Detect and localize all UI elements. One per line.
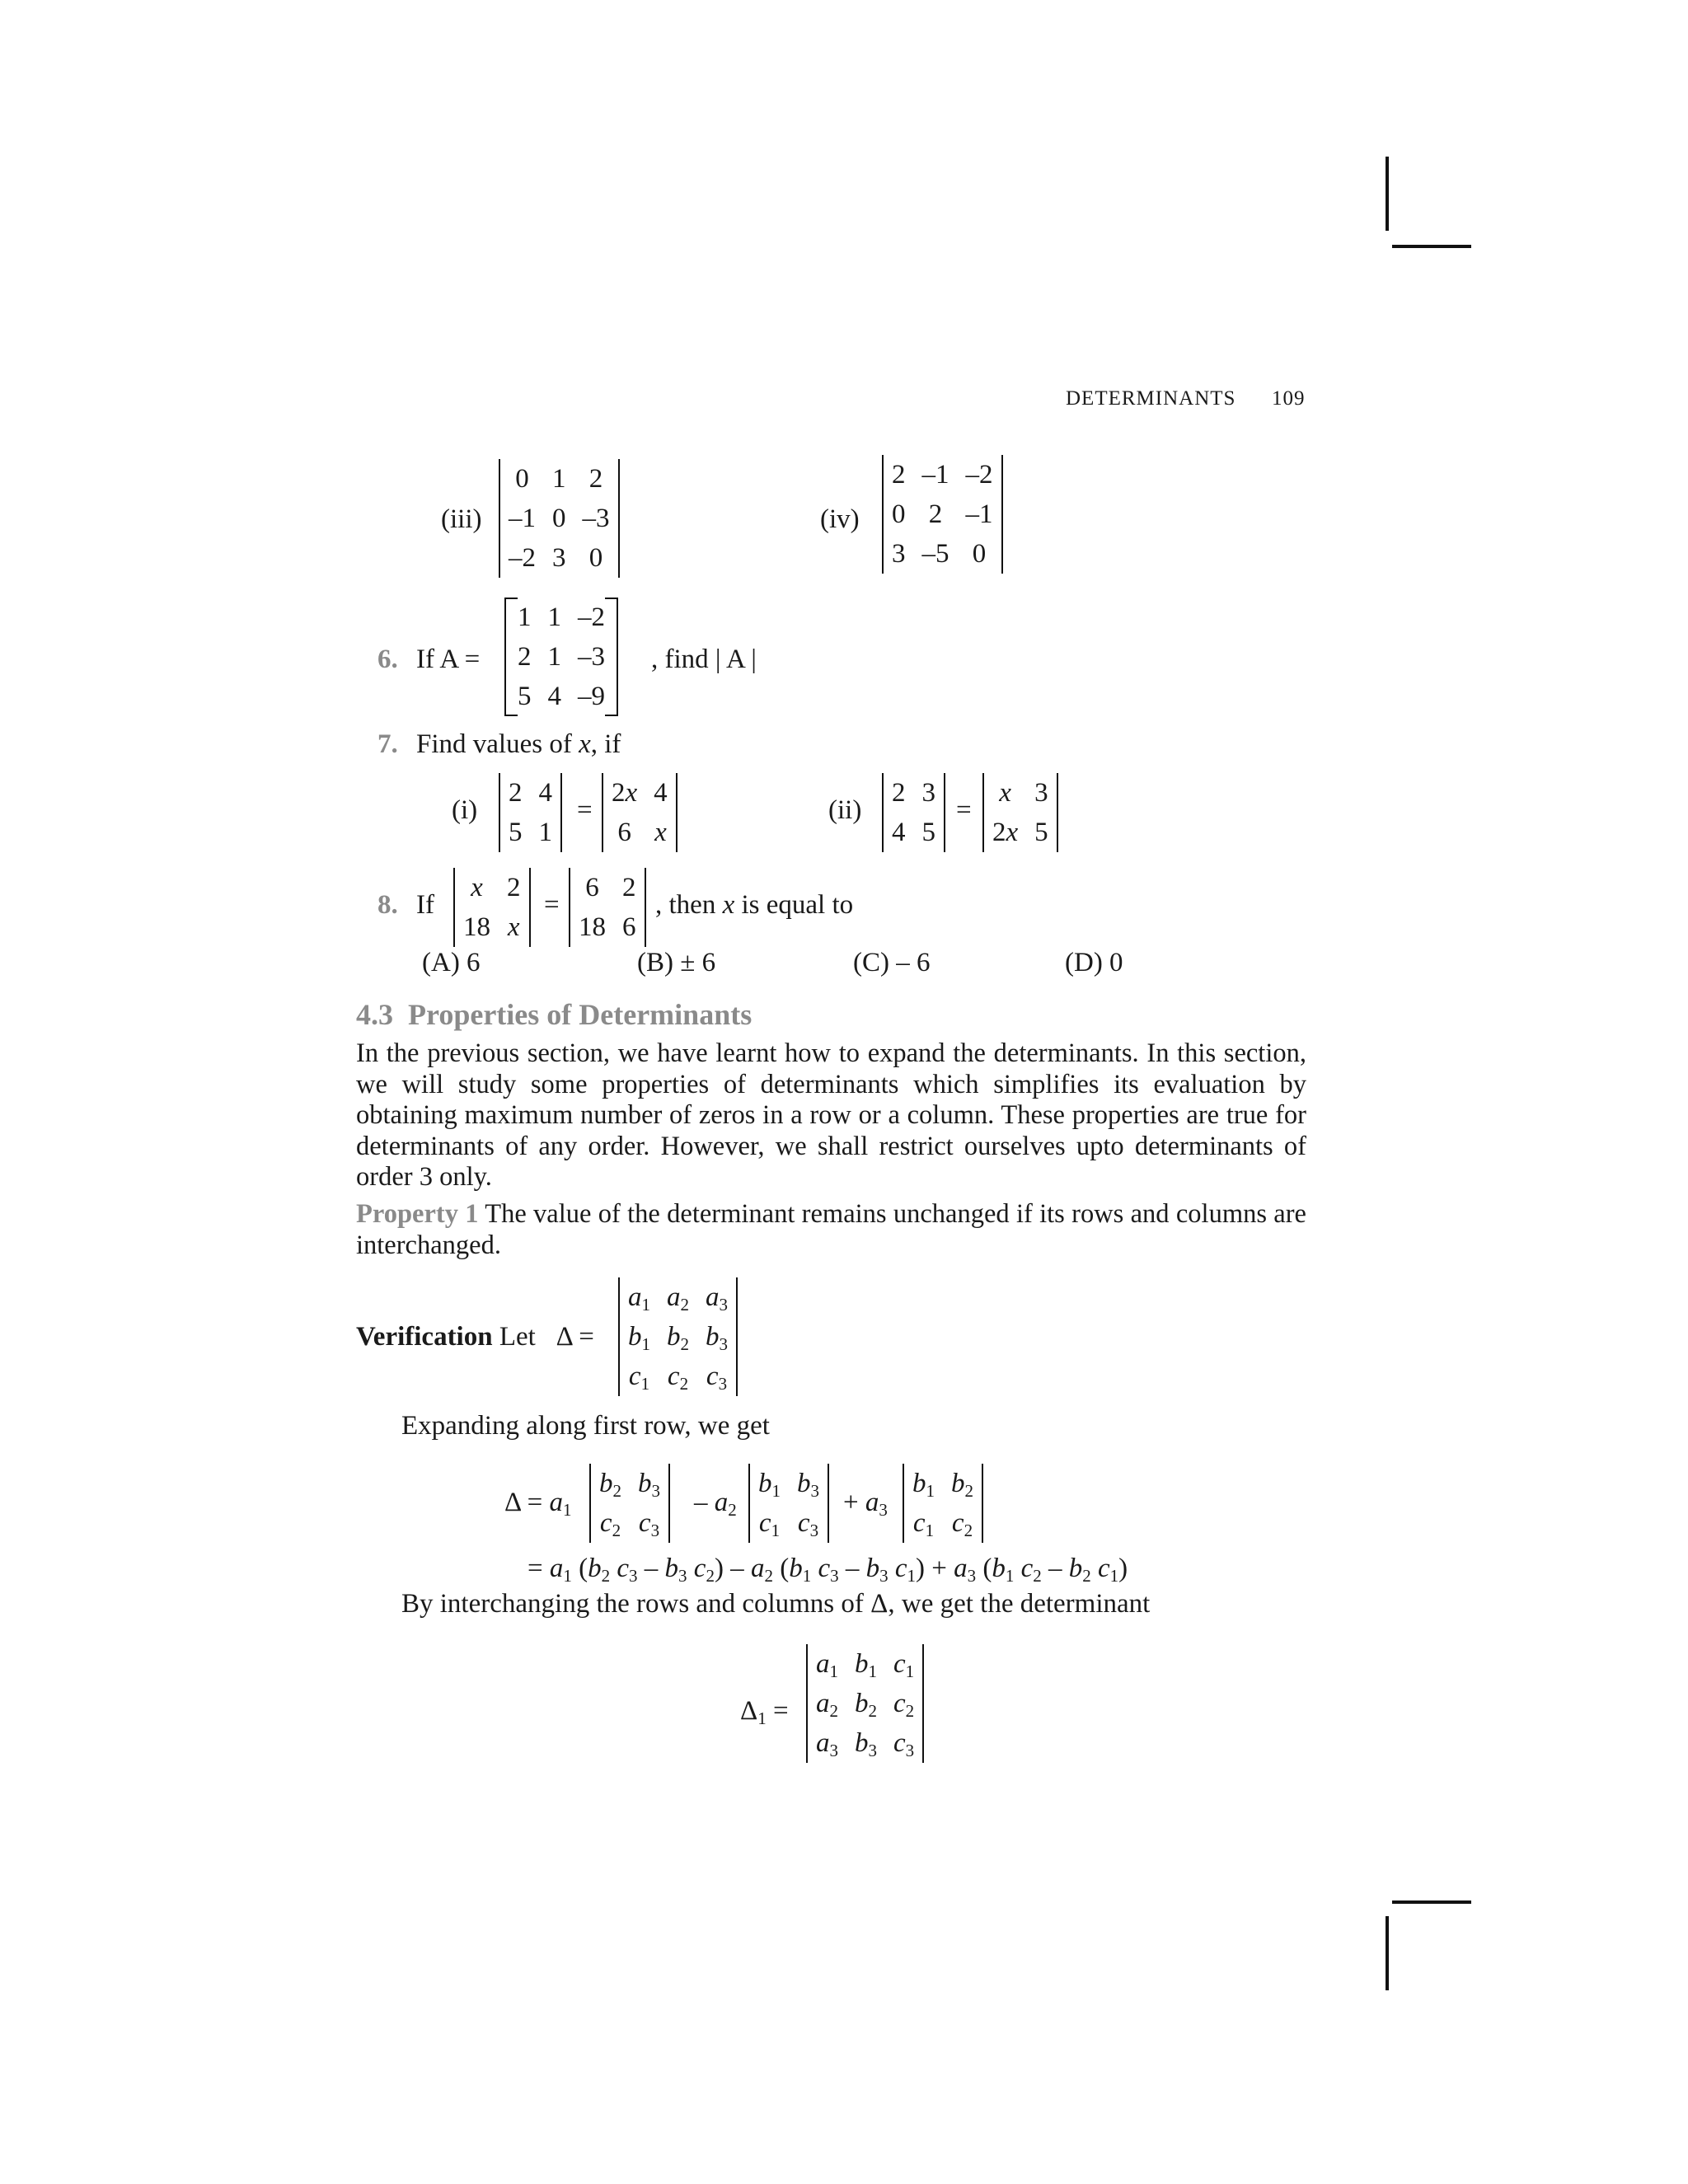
q7-ii-right-cell-r1c2: 3 bbox=[1034, 777, 1048, 808]
delta-cell-r2c1: $b_1$ bbox=[628, 1321, 650, 1354]
q7-ii-right-determinant bbox=[982, 773, 1058, 852]
q6-cell-r2c3: –3 bbox=[578, 641, 605, 672]
q5-iii-cell-r1c2: 1 bbox=[552, 463, 566, 494]
q5-iii-cell-r3c2: 3 bbox=[552, 542, 566, 573]
delta1-cell-r2c1: $a_2$ bbox=[816, 1688, 838, 1721]
q6-cell-r3c2: 4 bbox=[547, 681, 561, 711]
delta1-cell-r3c2: $b_3$ bbox=[855, 1727, 877, 1760]
expanding-text: Expanding along first row, we get bbox=[401, 1411, 770, 1441]
q5-iii-cell-r1c3: 2 bbox=[588, 463, 603, 494]
verification-rest: Let Δ = bbox=[492, 1322, 594, 1352]
delta-determinant bbox=[618, 1277, 738, 1396]
delta1-cell-r1c3: $c_1$ bbox=[893, 1648, 915, 1681]
q5-iv-cell-r2c1: 0 bbox=[892, 499, 906, 529]
q5-iii-label: (iii) bbox=[441, 504, 482, 534]
q8-right-cell-r2c1: 18 bbox=[579, 912, 606, 942]
minor-2-cell-r2c2: $c_3$ bbox=[797, 1507, 819, 1540]
q7-lead: Find values of x, if bbox=[416, 729, 621, 759]
minor-1-cell-r2c1: $c_2$ bbox=[599, 1507, 621, 1540]
delta1-cell-r2c3: $c_2$ bbox=[893, 1688, 915, 1721]
q6-cell-r2c1: 2 bbox=[518, 641, 532, 672]
q7-ii-label: (ii) bbox=[828, 795, 862, 825]
q8-left-cell-r2c1: 18 bbox=[463, 912, 490, 942]
q8-tail: , then x is equal to bbox=[655, 890, 854, 920]
q7-i-left-cell-r2c1: 5 bbox=[509, 817, 523, 847]
q5-iv-cell-r1c3: –2 bbox=[965, 459, 993, 490]
minor-3-cell-r1c2: $b_2$ bbox=[951, 1468, 973, 1501]
minor-2 bbox=[748, 1464, 829, 1543]
q7-i-equals: = bbox=[577, 795, 593, 825]
minor-3-cell-r1c1: $b_1$ bbox=[912, 1468, 935, 1501]
q8-option-a: (A) 6 bbox=[422, 948, 481, 977]
q8-right-cell-r2c2: 6 bbox=[622, 912, 636, 942]
q7-i-right-cell-r1c2: 4 bbox=[654, 777, 668, 808]
minor-2-cell-r2c1: $c_1$ bbox=[758, 1507, 781, 1540]
q7-ii-left-cell-r2c2: 5 bbox=[921, 817, 935, 847]
q7-ii-left-cell-r2c1: 4 bbox=[892, 817, 906, 847]
q7-i-label: (i) bbox=[452, 795, 478, 825]
q7-ii-right-cell-r1c1: x bbox=[999, 777, 1011, 808]
q7-number: 7. bbox=[377, 729, 398, 759]
q5-iv-label: (iv) bbox=[820, 504, 860, 534]
delta1-cell-r3c1: $a_3$ bbox=[816, 1727, 838, 1760]
q6-cell-r3c3: –9 bbox=[578, 681, 605, 711]
q6-cell-r1c1: 1 bbox=[518, 602, 532, 632]
delta-cell-r2c3: $b_3$ bbox=[706, 1321, 728, 1354]
q6-cell-r2c2: 1 bbox=[547, 641, 561, 672]
property-1-text: The value of the determinant remains unchanged if its rows and columns are interchanged. bbox=[356, 1199, 1306, 1260]
delta-cell-r1c3: $a_3$ bbox=[706, 1282, 728, 1315]
q5-iv-cell-r3c1: 3 bbox=[892, 538, 906, 569]
q7-i-left-determinant bbox=[499, 773, 562, 852]
q8-left-determinant bbox=[453, 868, 531, 947]
minor-1-cell-r2c2: $c_3$ bbox=[638, 1507, 660, 1540]
q6-tail: , find | A | bbox=[651, 644, 757, 674]
q7-i-left-cell-r2c2: 1 bbox=[538, 817, 552, 847]
delta1-label: $\Delta_1$ = bbox=[740, 1696, 789, 1728]
property-1-label: Property 1 bbox=[356, 1199, 479, 1229]
delta-cell-r3c3: $c_3$ bbox=[706, 1361, 728, 1394]
minor-1-cell-r1c1: $b_2$ bbox=[599, 1468, 621, 1501]
q5-iii-cell-r1c1: 0 bbox=[515, 463, 529, 494]
q5-iv-cell-r1c1: 2 bbox=[892, 459, 906, 490]
q8-left-cell-r1c2: 2 bbox=[507, 872, 521, 902]
q7-i-right-cell-r2c1: 6 bbox=[617, 817, 631, 847]
interchange-text: By interchanging the rows and columns of Δ, we get the determinant bbox=[401, 1589, 1151, 1619]
verification-label: Verification bbox=[356, 1322, 493, 1352]
q8-right-determinant bbox=[569, 868, 646, 947]
verification-line bbox=[356, 1322, 594, 1352]
minor-3-cell-r2c2: $c_2$ bbox=[951, 1507, 973, 1540]
q7-i-left-cell-r1c1: 2 bbox=[509, 777, 523, 808]
minor-3 bbox=[903, 1464, 983, 1543]
crop-mark-bottom-vertical bbox=[1386, 1916, 1389, 1990]
expansion-result: = $a_1$ ($b_2$ $c_3 - b_3$ $c_2) - a_2$ ($b_1$ $c_3 - b_3$ $c_1) + a_3$ ($b_1$ $c_2 - b_2$ $c_1$) bbox=[528, 1554, 1128, 1586]
delta1-cell-r1c1: $a_1$ bbox=[816, 1648, 838, 1681]
q6-lead: If A = bbox=[416, 644, 481, 674]
delta-cell-r1c2: $a_2$ bbox=[667, 1282, 689, 1315]
q7-ii-right-cell-r2c1: 2x bbox=[992, 817, 1019, 847]
q8-option-c: (C) – 6 bbox=[853, 948, 931, 977]
q5-iv-cell-r3c2: –5 bbox=[921, 538, 950, 569]
delta1-cell-r2c2: $b_2$ bbox=[855, 1688, 877, 1721]
property-1 bbox=[356, 1199, 1306, 1261]
q8-option-b: (B) ± 6 bbox=[637, 948, 716, 977]
q6-number: 6. bbox=[377, 644, 398, 674]
plus-a3: + $a_3$ bbox=[843, 1488, 888, 1520]
minor-2-cell-r1c1: $b_1$ bbox=[758, 1468, 781, 1501]
minor-1 bbox=[589, 1464, 670, 1543]
q5-iii-cell-r3c1: –2 bbox=[509, 542, 536, 573]
q7-i-right-determinant bbox=[602, 773, 678, 852]
crop-mark-top-vertical bbox=[1386, 157, 1389, 231]
q7-i-left-cell-r1c2: 4 bbox=[538, 777, 552, 808]
q7-ii-equals: = bbox=[956, 795, 972, 825]
delta-cell-r1c1: $a_1$ bbox=[628, 1282, 650, 1315]
q8-line bbox=[377, 890, 434, 921]
q8-left-cell-r2c2: x bbox=[507, 912, 520, 942]
q6-cell-r1c3: –2 bbox=[578, 602, 605, 632]
q5-iii-cell-r2c3: –3 bbox=[582, 503, 610, 533]
delta1-determinant bbox=[806, 1644, 924, 1763]
q7-ii-left-determinant bbox=[882, 773, 945, 852]
minus-a2: – $a_2$ bbox=[694, 1488, 737, 1520]
minor-2-cell-r1c2: $b_3$ bbox=[797, 1468, 819, 1501]
q7-line bbox=[377, 729, 621, 760]
q8-number: 8. bbox=[377, 890, 398, 920]
crop-mark-top-horizontal bbox=[1392, 245, 1471, 248]
minor-3-cell-r2c1: $c_1$ bbox=[912, 1507, 935, 1540]
expansion-lhs: $\Delta = a_1$ bbox=[504, 1488, 572, 1520]
running-header: DETERMINANTS bbox=[1066, 387, 1236, 410]
q8-equals: = bbox=[544, 890, 560, 920]
q5-iv-determinant bbox=[882, 455, 1003, 574]
q6-line bbox=[377, 644, 480, 675]
q5-iv-cell-r3c3: 0 bbox=[972, 538, 987, 569]
delta1-cell-r3c3: $c_3$ bbox=[893, 1727, 915, 1760]
q6-cell-r1c2: 1 bbox=[547, 602, 561, 632]
delta-cell-r3c1: $c_1$ bbox=[628, 1361, 650, 1394]
q7-i-right-cell-r2c2: x bbox=[654, 817, 667, 847]
q5-iv-cell-r1c2: –1 bbox=[921, 459, 950, 490]
q5-iii-determinant bbox=[499, 459, 620, 578]
delta-cell-r3c2: $c_2$ bbox=[667, 1361, 689, 1394]
minor-1-cell-r1c2: $b_3$ bbox=[638, 1468, 660, 1501]
q5-iv-cell-r2c2: 2 bbox=[928, 499, 943, 529]
page-number: 109 bbox=[1272, 387, 1306, 410]
q8-right-cell-r1c2: 2 bbox=[622, 872, 636, 902]
q5-iv-cell-r2c3: –1 bbox=[965, 499, 993, 529]
q6-cell-r3c1: 5 bbox=[518, 681, 532, 711]
crop-mark-bottom-horizontal bbox=[1392, 1900, 1471, 1904]
q7-ii-left-cell-r1c1: 2 bbox=[892, 777, 906, 808]
q7-ii-left-cell-r1c2: 3 bbox=[921, 777, 935, 808]
q7-i-right-cell-r1c1: 2x bbox=[612, 777, 638, 808]
q8-lead: If bbox=[416, 890, 434, 920]
intro-paragraph: In the previous section, we have learnt how to expand the determinants. In this section, we will study some properties of determinants which simplifies its evaluation by obtaining maximum number of zeros in a row or a column. These properties are true for determinants of any order. However, we shall restrict ourselves upto determinants of order 3 only. bbox=[356, 1038, 1306, 1192]
q8-option-d: (D) 0 bbox=[1065, 948, 1123, 977]
delta1-cell-r1c2: $b_1$ bbox=[855, 1648, 877, 1681]
q8-right-cell-r1c1: 6 bbox=[585, 872, 599, 902]
q8-left-cell-r1c1: x bbox=[471, 872, 483, 902]
q6-matrix bbox=[504, 598, 618, 716]
q7-ii-right-cell-r2c2: 5 bbox=[1034, 817, 1048, 847]
q5-iii-cell-r2c1: –1 bbox=[509, 503, 536, 533]
q5-iii-cell-r3c3: 0 bbox=[588, 542, 603, 573]
q5-iii-cell-r2c2: 0 bbox=[552, 503, 566, 533]
section-heading: 4.3 Properties of Determinants bbox=[356, 998, 753, 1031]
delta-cell-r2c2: $b_2$ bbox=[667, 1321, 689, 1354]
